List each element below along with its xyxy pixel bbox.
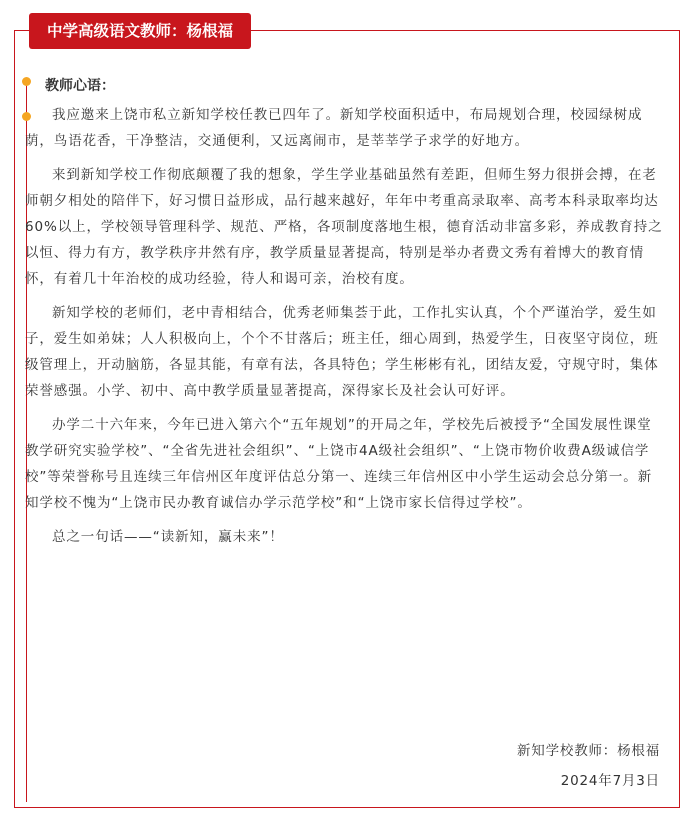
signature-block (517, 736, 660, 796)
paragraph: 办学二十六年来，今年已进入第六个“五年规划”的开局之年，学校先后被授予“全国发展性课堂教学研究实验学校”、“全省先进社会组织”、“上饶市4A级社会组织”、“上饶市物价收费A级诚信学校”等荣誉称号且连续三年信州区年度评估总分第一、连续三年信州区中小学生运动会总分第一。新知学校不愧为“上饶市民办教育诚信办学示范学校”和“上饶市家长信得过学校”。 (25, 417, 653, 511)
signature-name: 新知学校教师：杨根福 (517, 743, 660, 759)
summary-line: 总之一句话——“读新知，赢未来”！ (52, 529, 284, 545)
signature-date: 2024年7月3日 (560, 773, 660, 789)
paragraph: 来到新知学校工作彻底颠覆了我的想象，学生学业基础虽然有差距，但师生努力很拼会搏，在老师朝夕相处的陪伴下，好习惯日益形成，品行越来越好，年年中考重高录取率、高考本科录取率均达60%以上，学校领导管理科学、规范、严格，各项制度落地生根，德育活动非富多彩，养成教育持之以恒、得力有方，教学秩序井然有序，教学质量显著提高，特别是举办者费文秀有着博大的教育情怀，有着几十年治校的成功经验，待人和谒可亲，治校有度。 (25, 167, 663, 287)
page-title: 中学高级语文教师：杨根福 (29, 13, 251, 49)
section-heading: 教师心语： (45, 78, 115, 94)
timeline-dot-icon (22, 77, 31, 86)
paragraph: 我应邀来上饶市私立新知学校任教已四年了。新知学校面积适中，布局规划合理，校园绿树成荫，鸟语花香，干净整洁，交通便利，又远离闹市，是莘莘学子求学的好地方。 (25, 107, 643, 149)
article-body (25, 74, 665, 558)
paragraph: 新知学校的老师们，老中青相结合，优秀老师集荟于此，工作扎实认真，个个严谨治学，爱生如子，爱生如弟妹；人人积极向上，个个不甘落后；班主任，细心周到，热爱学生，日夜坚守岗位，班级管理上，开动脑筋，各显其能，有章有法，各具特色；学生彬彬有礼，团结友爱，守规守时，集体荣誉感强。小学、初中、高中教学质量显著提高，深得家长及社会认可好评。 (25, 305, 659, 399)
